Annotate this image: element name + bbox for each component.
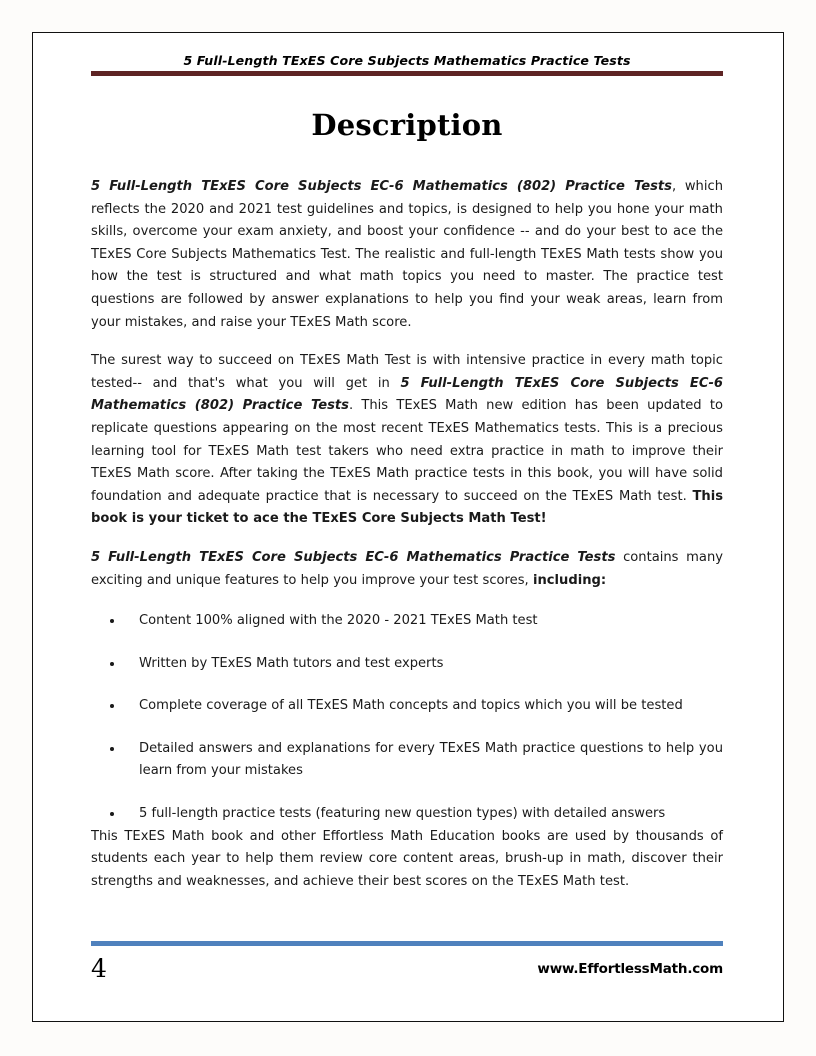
page-title: Description (311, 108, 503, 142)
list-item-label: Detailed answers and explanations for every TExES Math practice questions to help you learn from your mistakes (139, 740, 723, 779)
body-text-area (91, 176, 723, 893)
paragraph-4: This TExES Math book and other Effortless Math Education books are used by thousands of students each year to help them review core content areas, brush-up in math, discover their strengths and weaknesses, and achieve their best scores on the TExES Math test. (91, 828, 723, 889)
list-item (91, 738, 723, 783)
list-item-label: 5 full-length practice tests (featuring new question types) with detailed answers (139, 806, 666, 822)
including-emphasis: including: (532, 572, 607, 588)
document-page (32, 32, 784, 1022)
list-item (91, 653, 723, 676)
paragraph-2 (91, 350, 723, 531)
footer-website-url: www.EffortlessMath.com (537, 960, 723, 977)
call-to-action-emphasis: This book is your ticket to ace the TExES Core Subjects Math Test! (91, 488, 723, 527)
bullet-icon (110, 619, 114, 623)
list-item (91, 803, 723, 826)
feature-list (91, 610, 723, 826)
book-title-emphasis: 5 Full-Length TExES Core Subjects EC-6 Mathematics (802) Practice Tests (91, 179, 672, 194)
list-item-label: Content 100% aligned with the 2020 - 2021 TExES Math test (139, 613, 538, 629)
page-content-area (91, 41, 723, 1015)
list-item (91, 695, 723, 718)
page-number: 4 (91, 954, 107, 983)
bullet-icon (110, 704, 114, 708)
bullet-icon (110, 812, 114, 816)
header-rule (91, 71, 723, 76)
list-item-label: Complete coverage of all TExES Math concepts and topics which you will be tested (139, 698, 683, 714)
footer-row (91, 956, 723, 981)
book-title-emphasis: 5 Full-Length TExES Core Subjects EC-6 Mathematics (802) Practice Tests (91, 375, 723, 414)
bullet-icon (110, 747, 114, 751)
footer-rule (91, 941, 723, 946)
paragraph-1 (91, 176, 723, 334)
list-item (91, 610, 723, 633)
paragraph-1-text: , which reflects the 2020 and 2021 test guidelines and topics, is designed to help you hone your math skills, overcome your exam anxiety, and boost your confidence -- and do your best to ace the TExES Core Subjects Mathematics Test. The realistic and full-length TExES Math tests show you how the test is structured and what math topics you need to master. The practice test questions are followed by answer explanations to help you find your weak areas, learn from your mistakes, and raise your TExES Math score. (91, 179, 723, 330)
paragraph-3 (91, 547, 723, 592)
paragraph-2-text-b: . This TExES Math new edition has been updated to replicate questions appearing on the most recent TExES Mathematics tests. This is a precious learning tool for TExES Math test takers who need extra practice in math to improve their TExES Math score. After taking the TExES Math practice tests in this book, you will have solid foundation and adequate practice that is necessary to succeed on the TExES Math test. (91, 398, 723, 504)
bullet-icon (110, 662, 114, 666)
paragraph-2-text-a: The surest way to succeed on TExES Math Test is with intensive practice in every math topic tested-- and that's what you will get in (91, 353, 723, 391)
page-footer (91, 941, 723, 981)
running-header: 5 Full-Length TExES Core Subjects Mathematics Practice Tests (183, 53, 631, 68)
list-item-label: Written by TExES Math tutors and test experts (139, 655, 444, 671)
book-title-emphasis: 5 Full-Length TExES Core Subjects EC-6 Mathematics Practice Tests (91, 549, 616, 565)
paragraph-3-text: contains many exciting and unique features to help you improve your test scores, (91, 549, 723, 588)
